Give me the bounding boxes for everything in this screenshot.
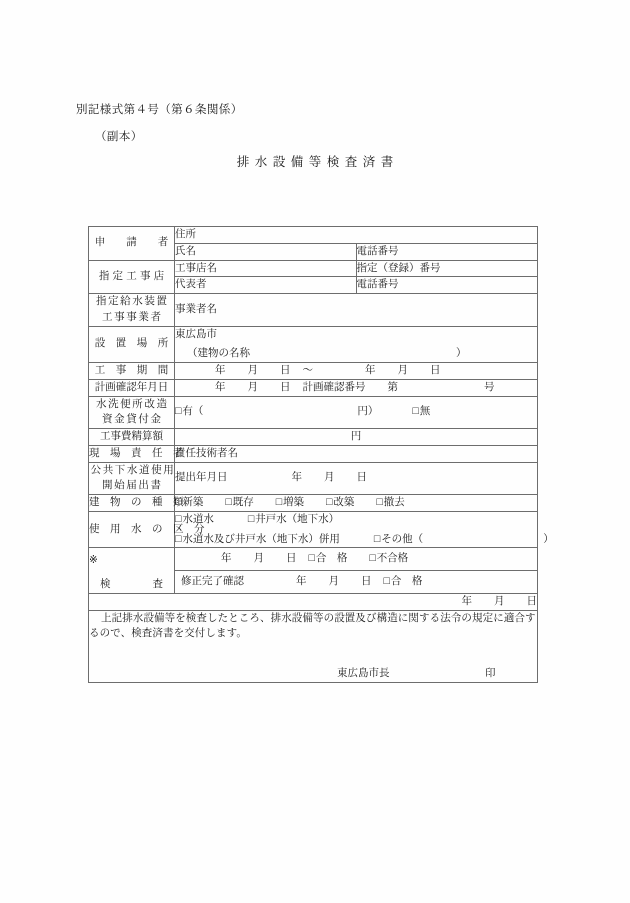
period-tilde: 〜: [302, 365, 313, 376]
site-manager-technician-label: 責任技術者名: [175, 447, 238, 459]
site-manager-cell[interactable]: [175, 445, 538, 462]
toilet-loan-cell[interactable]: [175, 396, 538, 429]
inspection-year: 年: [221, 553, 232, 565]
row-label-site-manager-text: 現 場 責 任 者: [89, 447, 184, 459]
recheck-day: 日: [361, 576, 372, 587]
plan-number-label: 計画確認番号: [302, 381, 366, 393]
contractor-phone-label: 電話番号: [356, 279, 399, 291]
table-row-construction-cost: [89, 429, 538, 446]
sewer-day: 日: [356, 472, 367, 484]
row-label-toilet-loan-line2: 資金貸付金: [102, 414, 163, 426]
copy-label: （副本）: [95, 131, 143, 143]
location-building-name-label: （建物の名称: [187, 348, 250, 360]
table-row-water-supply-business: [89, 294, 538, 327]
inspection-inner-table: [175, 548, 537, 593]
table-row-applicant: [89, 227, 538, 244]
row-label-plan-confirmation: [89, 379, 175, 396]
loan-yen-close: 円）: [357, 406, 379, 418]
checkbox-water-other[interactable]: □ その他（: [374, 534, 423, 545]
checkbox-building-extension[interactable]: □ 増築: [276, 497, 304, 508]
location-cell[interactable]: [175, 326, 538, 363]
contractor-representative-label: 代表者: [175, 279, 207, 291]
checkbox-recheck-pass[interactable]: □ 合 格: [384, 576, 423, 587]
contractor-registration-cell[interactable]: [356, 260, 538, 277]
building-type-cell[interactable]: [175, 495, 538, 512]
contractor-shop-name-label: 工事店名: [175, 262, 217, 274]
inspection-mark: ※: [89, 555, 98, 567]
contractor-registration-label: 指定（登録）番号: [356, 262, 441, 274]
checkbox-building-rebuild[interactable]: □ 改築: [326, 497, 354, 508]
row-label-applicant: [89, 227, 175, 261]
seal-mark: 印: [485, 668, 496, 679]
table-row-site-manager: [89, 445, 538, 462]
inspection-result-cell[interactable]: [175, 548, 537, 570]
row-label-sewer-start-notice-line2: 開始届出書: [102, 480, 163, 492]
row-label-inspection: [89, 548, 175, 594]
period-end-month: 月: [397, 365, 408, 376]
inspection-cell: [175, 548, 538, 594]
inspection-day: 日: [286, 553, 297, 565]
plan-number-gou: 号: [484, 381, 495, 393]
checkbox-water-tap[interactable]: □ 水道水: [175, 514, 214, 525]
row-label-building-type-text: 建 物 の 種 類: [89, 497, 184, 508]
row-label-water-supply-business: [89, 294, 175, 327]
plan-year: 年: [215, 381, 226, 393]
row-label-water-supply-business-line1: 指定給水装置: [95, 296, 169, 307]
inspection-certificate-table: [88, 226, 554, 683]
table-row-construction-period: [89, 363, 538, 380]
water-source-line2: [175, 528, 554, 548]
period-start-year: 年: [215, 365, 226, 376]
row-label-water-supply-business-line2: 工事事業者: [102, 311, 163, 323]
plan-day: 日: [280, 381, 291, 393]
row-label-contractor-text: 指定工事店: [98, 270, 168, 282]
period-start-day: 日: [280, 365, 291, 376]
row-label-construction-cost-text: 工事費精算額: [100, 431, 163, 442]
checkbox-water-well[interactable]: □ 井戸水（地下水）: [248, 514, 339, 525]
inspection-first-row: [175, 548, 537, 570]
table-row-water-source: [89, 511, 538, 548]
plan-confirmation-cell[interactable]: [175, 379, 538, 396]
water-source-cell[interactable]: [175, 511, 554, 548]
loan-open-paren: （: [192, 406, 204, 418]
inspection-recheck-row: [175, 571, 537, 593]
checkbox-inspection-pass[interactable]: □ 合 格: [309, 553, 348, 564]
issue-day: 日: [526, 595, 537, 607]
row-label-location-text: 設 置 場 所: [94, 338, 169, 350]
table-row-toilet-loan: [89, 396, 538, 429]
sewer-submit-label: 提出年月日: [175, 472, 228, 484]
signature-row: [89, 666, 537, 682]
row-label-site-manager: [89, 445, 184, 462]
row-label-plan-confirmation-text: 計画確認年月日: [94, 381, 169, 393]
contractor-phone-cell[interactable]: [356, 277, 538, 294]
checkbox-loan-yes[interactable]: □ 有: [175, 406, 193, 417]
period-end-year: 年: [365, 365, 376, 376]
row-label-construction-cost: [89, 429, 175, 446]
page-title: 排水設備等検査済書: [236, 155, 399, 169]
form-number: 別記様式第４号（第６条関係）: [76, 104, 243, 116]
row-label-applicant-text: 申 請 者: [94, 237, 169, 249]
applicant-phone-label: 電話番号: [356, 245, 399, 257]
issue-year: 年: [461, 595, 472, 607]
issue-date-cell[interactable]: [89, 593, 538, 610]
applicant-address-label: 住所: [175, 229, 196, 240]
checkbox-inspection-fail[interactable]: □ 不合格: [369, 553, 408, 564]
row-label-location: [89, 326, 175, 363]
sewer-start-notice-cell[interactable]: [175, 462, 538, 495]
water-source-line1: [175, 514, 339, 525]
checkbox-building-existing[interactable]: □ 既存: [225, 497, 253, 508]
location-building-line: [175, 342, 537, 362]
business-name-label: 事業者名: [175, 303, 217, 315]
plan-number-dai: 第: [387, 381, 398, 393]
contractor-shop-name-cell[interactable]: [175, 260, 357, 277]
construction-period-cell[interactable]: [175, 363, 538, 380]
contractor-representative-cell[interactable]: [175, 277, 357, 294]
table-row-inspection: [89, 548, 538, 594]
recheck-month: 月: [328, 576, 339, 587]
row-label-building-type: [89, 495, 184, 512]
period-end-day: 日: [430, 365, 441, 376]
row-label-sewer-start-notice-line1: 公共下水道使用: [90, 464, 176, 476]
inspection-label-text: 検 査: [100, 579, 163, 590]
table-row-issue-date: [89, 593, 538, 610]
plan-month: 月: [247, 381, 258, 393]
statement-text: 上記排水設備等を検査したところ、排水設備等の設置及び構造に関する法令の規定に適合するので、検査済書を交付します。: [89, 612, 536, 640]
business-name-cell[interactable]: [175, 294, 538, 327]
statement-cell: [89, 610, 538, 683]
location-city: 東広島市: [175, 328, 217, 340]
row-label-construction-period: [89, 363, 175, 380]
period-start-month: 月: [247, 365, 258, 376]
row-label-water-source-text: 使 用 水 の 区 分: [89, 523, 205, 535]
row-label-toilet-loan-line1: 水洗便所改造: [95, 398, 169, 410]
location-building-name-close: ）: [456, 348, 467, 360]
recheck-year: 年: [296, 576, 307, 587]
table-row-plan-confirmation: [89, 379, 538, 396]
table-row-sewer-start-notice: [89, 462, 538, 495]
sewer-month: 月: [324, 472, 335, 484]
applicant-address-cell[interactable]: [175, 227, 538, 244]
table-row-location: [89, 326, 538, 363]
table-row-statement: [89, 610, 538, 683]
row-label-sewer-start-notice: [89, 462, 175, 495]
recheck-label: 修正完了確認: [181, 576, 244, 587]
checkbox-loan-no[interactable]: □ 無: [412, 406, 430, 417]
water-source-other-close: ）: [543, 533, 554, 545]
construction-cost-yen: 円: [350, 431, 362, 442]
table-row-building-type: [89, 495, 538, 512]
applicant-name-label: 氏名: [175, 245, 196, 257]
checkbox-water-combined[interactable]: □ 水道水及び井戸水（地下水）併用: [175, 534, 340, 545]
inspection-month: 月: [253, 553, 264, 565]
row-label-construction-period-text: 工 事 期 間: [94, 365, 169, 376]
checkbox-building-removal[interactable]: □ 撤去: [376, 497, 404, 508]
table-row-contractor-shop: [89, 260, 538, 277]
signer-title: 東広島市長: [337, 668, 390, 679]
row-label-toilet-loan: [89, 396, 175, 429]
applicant-name-cell[interactable]: [175, 243, 357, 260]
checkbox-building-new[interactable]: □ 新築: [175, 497, 203, 508]
row-label-contractor: [89, 260, 175, 294]
construction-cost-cell[interactable]: [175, 429, 538, 446]
inspection-recheck-cell[interactable]: [175, 571, 537, 593]
applicant-phone-cell[interactable]: [356, 243, 538, 260]
issue-month: 月: [494, 595, 505, 607]
sewer-year: 年: [291, 472, 302, 484]
